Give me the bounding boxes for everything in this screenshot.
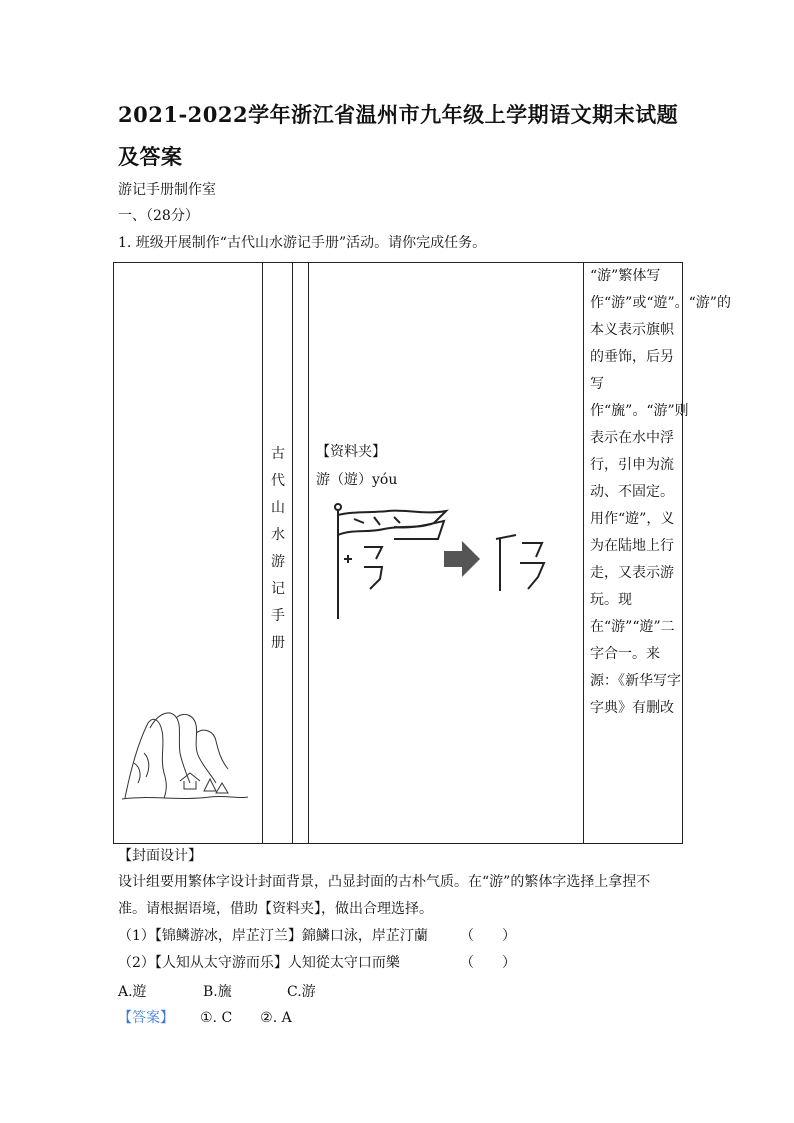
item-1-blank: （ ） bbox=[460, 928, 516, 944]
item-2: （2）【人知从太守游而乐】人知從太守口而樂 bbox=[118, 955, 400, 971]
page-title: 2021-2022学年浙江省温州市九年级上学期语文期末试题及答案 bbox=[118, 102, 679, 169]
cover-label: 【封面设计】 bbox=[118, 848, 202, 864]
materials-label: 【资料夹】 bbox=[316, 444, 386, 460]
option-a: A.遊 bbox=[118, 984, 147, 1000]
option-c: C.游 bbox=[287, 984, 316, 1000]
material-table bbox=[113, 262, 731, 844]
item-2-blank: （ ） bbox=[460, 955, 516, 971]
question-1: 1. 班级开展制作“古代山水游记手册”活动。请你完成任务。 bbox=[118, 235, 487, 251]
instruction-line-1: 设计组要用繁体字设计封面背景，凸显封面的古朴气质。在“游”的繁体字选择上拿捏不 bbox=[118, 874, 651, 890]
vertical-title: 古 代 山 水 游 记 手 册 bbox=[271, 446, 285, 651]
section-name: 游记手册制作室 bbox=[118, 182, 216, 198]
mountain-sketch bbox=[120, 703, 250, 803]
side-note: “游”繁体写作“游”或“遊”。“游”的本义表示旗帜的垂饰，后另写作“旒”。“游”则表示在水中浮行，引申为流动、不固定。用作“遊”，义为在陆地上行走，又表示游玩。现在“游”“遊”二字合一。来源：《新华写字字典》有删改 bbox=[590, 268, 731, 716]
option-b: B.旒 bbox=[203, 984, 232, 1000]
answer-text: ①. C ②. A bbox=[200, 1010, 292, 1026]
instruction-line-2: 准。请根据语境，借助【资料夹】，做出合理选择。 bbox=[118, 901, 433, 917]
materials-word: 游（遊）yóu bbox=[316, 472, 398, 488]
answer-label: 【答案】 bbox=[118, 1010, 174, 1026]
part-heading: 一、（28分） bbox=[118, 208, 199, 224]
item-1: （1）【锦鳞游冰，岸芷汀兰】錦鱗口泳，岸芷汀蘭 bbox=[118, 928, 428, 944]
ancient-character-illustration bbox=[324, 499, 564, 623]
